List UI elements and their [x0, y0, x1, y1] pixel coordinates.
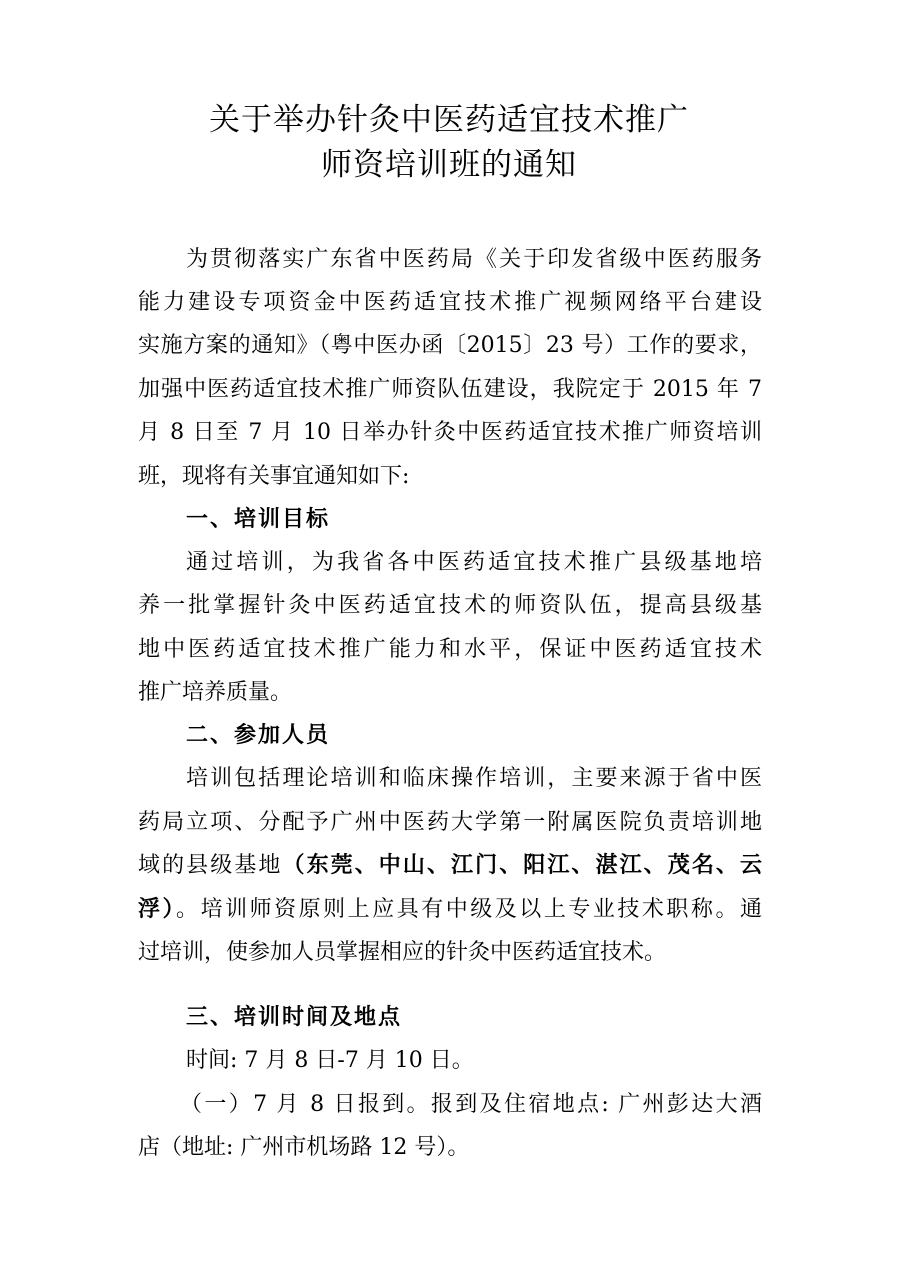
section1-line: 推广培养质量。: [138, 680, 293, 705]
section2-line: [138, 844, 762, 887]
section2-line: 过培训，使参加人员掌握相应的针灸中医药适宜技术。: [138, 940, 667, 965]
intro-line: 加强中医药适宜技术推广师资队伍建设，我院定于 2015 年 7: [138, 377, 762, 402]
section1-line: 地中医药适宜技术推广能力和水平，保证中医药适宜技术: [138, 637, 762, 662]
section2-line: [138, 888, 762, 931]
intro-line: 月 8 日至 7 月 10 日举办针灸中医药适宜技术推广师资培训: [138, 420, 762, 445]
training-time: 时间: 7 月 8 日-7 月 10 日。: [186, 1048, 474, 1073]
section2-line: 培训包括理论培训和临床操作培训，主要来源于省中医: [186, 766, 762, 791]
section1-line: 通过培训，为我省各中医药适宜技术推广县级基地培: [186, 550, 762, 575]
section-heading-training-goal: 一、培训目标: [186, 507, 331, 532]
county-bases-list-end: 浮）: [138, 897, 177, 922]
intro-line: 班，现将有关事宜通知如下:: [138, 464, 410, 489]
intro-line: 能力建设专项资金中医药适宜技术推广视频网络平台建设: [138, 290, 762, 315]
document-title-line-1: 关于举办针灸中医药适宜技术推广: [209, 102, 689, 138]
intro-line: 为贯彻落实广东省中医药局《关于印发省级中医药服务: [186, 247, 762, 272]
section-heading-time-location: 三、培训时间及地点: [186, 1005, 403, 1030]
section-heading-participants: 二、参加人员: [186, 723, 331, 748]
section2-line4-rest: 。培训师资原则上应具有中级及以上专业技术职称。通: [176, 897, 762, 922]
county-bases-list: （东莞、中山、江门、阳江、湛江、茂名、云: [282, 853, 762, 878]
section1-line: 养一批掌握针灸中医药适宜技术的师资队伍，提高县级基: [138, 593, 762, 618]
intro-line: 实施方案的通知》（粤中医办函〔2015〕23 号）工作的要求，: [138, 333, 762, 358]
section2-line3-prefix: 域的县级基地: [138, 853, 283, 878]
registration-line: （一）7 月 8 日报到。报到及住宿地点: 广州彭达大酒: [180, 1092, 762, 1117]
registration-address: 店（地址: 广州市机场路 12 号）。: [138, 1135, 470, 1160]
section2-line: 药局立项、分配予广州中医药大学第一附属医院负责培训地: [138, 810, 762, 835]
document-title-line-2: 师资培训班的通知: [321, 147, 577, 183]
